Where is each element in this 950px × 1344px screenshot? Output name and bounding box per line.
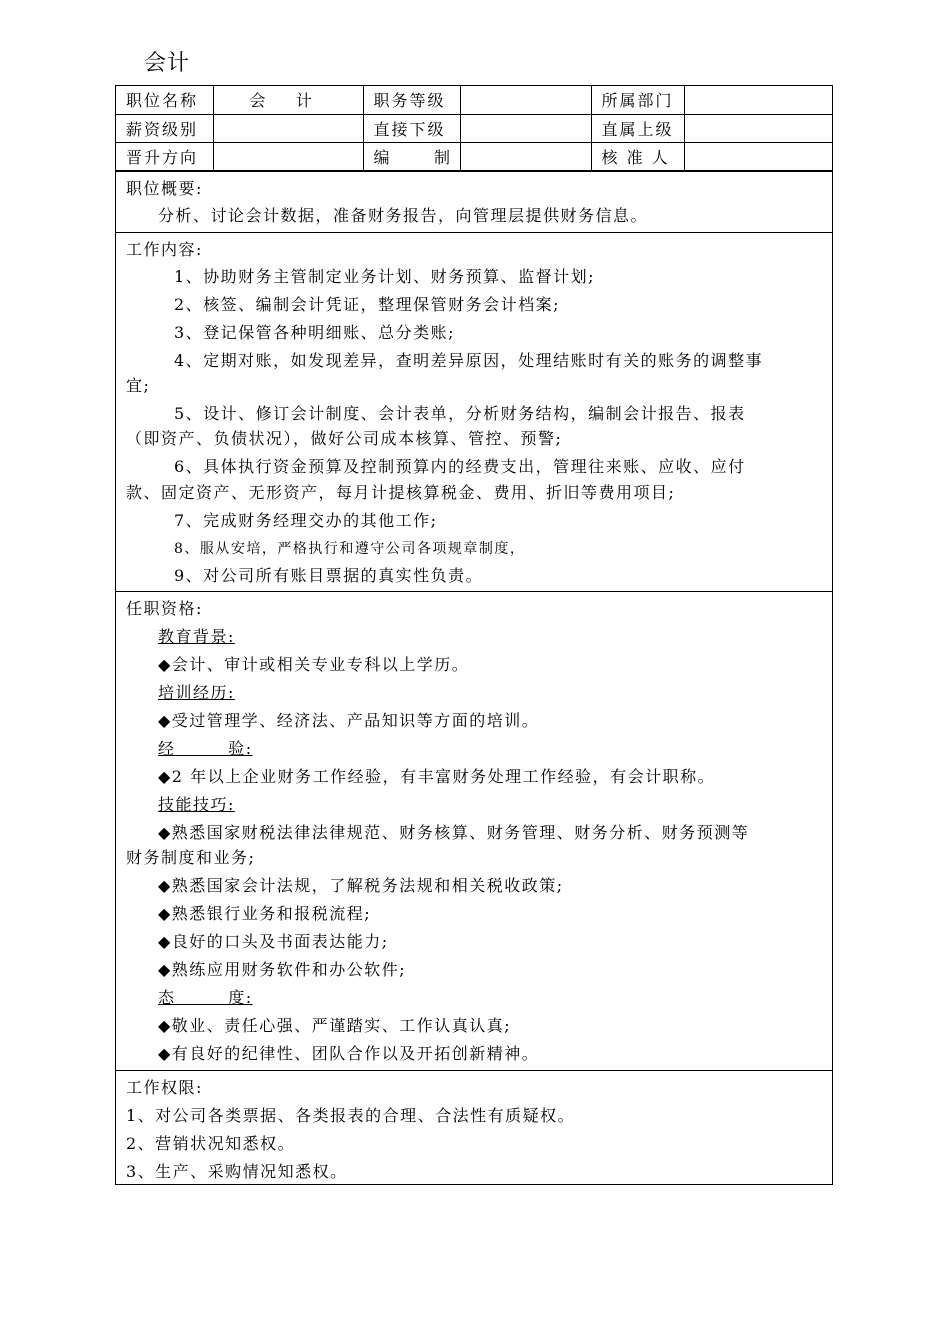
- value-approver: [684, 142, 832, 170]
- list-item: （即资产、负债状况），做好公司成本核算、管控、预警;: [126, 429, 563, 448]
- list-item: 3、登记保管各种明细账、总分类账;: [174, 323, 456, 342]
- label-salary-level: 薪资级别: [116, 114, 213, 142]
- list-item: ◆熟悉国家会计法规，了解税务法规和相关税收政策;: [158, 876, 564, 895]
- list-item: 6、具体执行资金预算及控制预算内的经费支出，管理往来账、应收、应付: [174, 457, 746, 476]
- section-heading: 任职资格:: [126, 599, 203, 618]
- section-heading: 工作内容:: [126, 240, 203, 259]
- list-item: 1、对公司各类票据、各类报表的合理、合法性有质疑权。: [126, 1106, 576, 1125]
- section-heading: 职位概要:: [126, 179, 203, 198]
- value-job-grade: [460, 86, 591, 114]
- label-direct-subordinate: 直接下级: [363, 114, 460, 142]
- list-item: 5、设计、修订会计制度、会计表单，分析财务结构，编制会计报告、报表: [174, 404, 746, 423]
- list-item: 2、核签、编制会计凭证，整理保管财务会计档案;: [174, 295, 561, 314]
- table-row: [116, 114, 832, 142]
- value-department: [684, 86, 832, 114]
- list-item: ◆熟悉银行业务和报税流程;: [158, 904, 372, 923]
- section-heading: 工作权限:: [126, 1078, 203, 1097]
- label-direct-superior: 直属上级: [591, 114, 684, 142]
- value-headcount: [460, 142, 591, 170]
- education-label: 教育背景:: [158, 627, 235, 646]
- list-item: 8、服从安培，严格执行和遵守公司各项规章制度，: [174, 541, 526, 557]
- value-direct-superior: [684, 114, 832, 142]
- qualifications-section: [116, 591, 832, 1070]
- overview-section: [116, 171, 832, 232]
- list-item: 9、对公司所有账目票据的真实性负责。: [174, 566, 484, 585]
- overview-text: 分析、讨论会计数据，准备财务报告，向管理层提供财务信息。: [158, 206, 649, 225]
- label-department: 所属部门: [591, 86, 684, 114]
- list-item: 2、营销状况知悉权。: [126, 1134, 296, 1153]
- label-position-name: 职位名称: [116, 86, 213, 114]
- authority-section: [116, 1070, 832, 1185]
- label-approver: 核 准 人: [591, 142, 684, 170]
- list-item: 宜;: [126, 376, 151, 395]
- list-item: 3、生产、采购情况知悉权。: [126, 1162, 348, 1181]
- label-promotion: 晋升方向: [116, 142, 213, 170]
- training-text: ◆受过管理学、经济法、产品知识等方面的培训。: [158, 711, 540, 730]
- value-position-name: 会 计: [213, 86, 363, 114]
- table-row: [116, 86, 832, 114]
- experience-label: 经 验:: [158, 739, 253, 758]
- table-row: [116, 142, 832, 170]
- info-table: [116, 86, 832, 171]
- list-item: ◆熟悉国家财税法律法律规范、财务核算、财务管理、财务分析、财务预测等: [158, 823, 750, 842]
- label-job-grade: 职务等级: [363, 86, 460, 114]
- duties-section: [116, 232, 832, 591]
- page-title: 会计: [144, 51, 191, 76]
- training-label: 培训经历:: [158, 683, 235, 702]
- job-description-form: [115, 85, 833, 1185]
- education-text: ◆会计、审计或相关专业专科以上学历。: [158, 655, 470, 674]
- list-item: ◆良好的口头及书面表达能力;: [158, 932, 389, 951]
- experience-text: ◆2 年以上企业财务工作经验，有丰富财务处理工作经验，有会计职称。: [158, 767, 716, 786]
- value-salary-level: [213, 114, 363, 142]
- list-item: ◆有良好的纪律性、团队合作以及开拓创新精神。: [158, 1044, 540, 1063]
- value-promotion: [213, 142, 363, 170]
- list-item: ◆敬业、责任心强、严谨踏实、工作认真认真;: [158, 1016, 512, 1035]
- list-item: 4、定期对账，如发现差异，查明差异原因，处理结账时有关的账务的调整事: [174, 351, 764, 370]
- list-item: 财务制度和业务;: [126, 848, 256, 867]
- skills-label: 技能技巧:: [158, 795, 235, 814]
- value-direct-subordinate: [460, 114, 591, 142]
- list-item: 款、固定资产、无形资产，每月计提核算税金、费用、折旧等费用项目;: [126, 483, 676, 502]
- label-headcount: 编 制: [363, 142, 460, 170]
- list-item: ◆熟练应用财务软件和办公软件;: [158, 960, 407, 979]
- attitude-label: 态 度:: [158, 988, 253, 1007]
- list-item: 1、协助财务主管制定业务计划、财务预算、监督计划;: [174, 267, 596, 286]
- list-item: 7、完成财务经理交办的其他工作;: [174, 511, 438, 530]
